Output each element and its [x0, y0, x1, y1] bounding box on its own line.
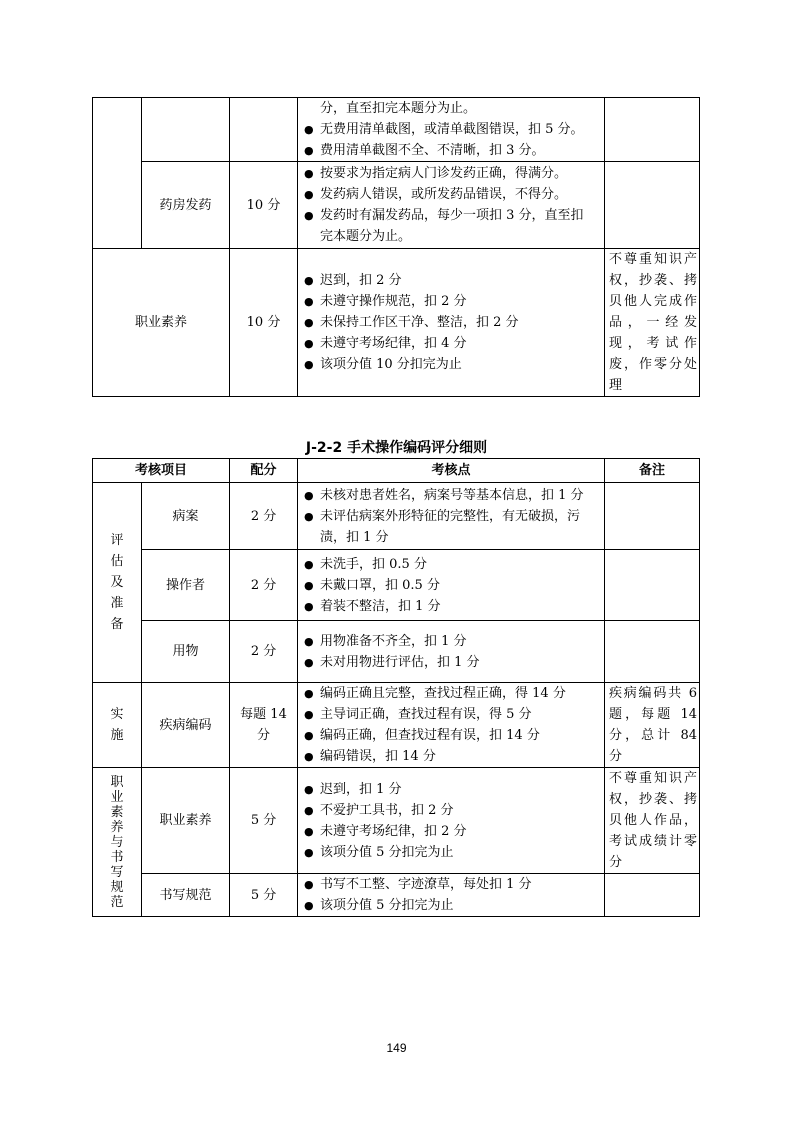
points-cell — [298, 162, 605, 249]
list-item: ● 书写不工整、字迹潦草，每处扣 1 分 — [302, 874, 601, 895]
item-cell — [142, 98, 230, 162]
list-item: ● 该项分值 5 分扣完为止 — [302, 895, 601, 916]
list-item: ● 迟到，扣 1 分 — [302, 779, 601, 800]
score-cell: 10 分 — [230, 249, 298, 397]
list-item: ● 编码正确且完整，查找过程正确，得 14 分 — [302, 683, 601, 704]
points-cell — [298, 621, 605, 683]
list-item: ● 未对用物进行评估，扣 1 分 — [302, 652, 601, 673]
list-item: ● 用物准备不齐全，扣 1 分 — [302, 631, 601, 652]
table-row — [93, 768, 700, 874]
list-item: ● 该项分值 10 分扣完为止 — [302, 354, 601, 375]
list-item: ● 未核对患者姓名，病案号等基本信息，扣 1 分 — [302, 485, 601, 506]
score-cell: 10 分 — [230, 162, 298, 249]
list-item: ● 未遵守考场纪律，扣 2 分 — [302, 821, 601, 842]
score-cell: 2 分 — [230, 483, 298, 550]
header-item: 考核项目 — [93, 459, 230, 483]
note-cell: 疾病编码共 6 题，每题 14 分，总计 84 分 — [605, 683, 700, 768]
score-cell: 2 分 — [230, 621, 298, 683]
table-row — [93, 162, 700, 249]
list-item: ● 未遵守考场纪律，扣 4 分 — [302, 333, 601, 354]
points-cell — [298, 98, 605, 162]
note-cell: 不尊重知识产权，抄袭、拷贝他人作品，考试成绩计零分 — [605, 768, 700, 874]
item-cell: 操作者 — [142, 550, 230, 621]
item-cell: 职业素养 — [142, 768, 230, 874]
score-cell — [230, 98, 298, 162]
list-item: ● 主导词正确，查找过程有误，得 5 分 — [302, 704, 601, 725]
item-cell: 用物 — [142, 621, 230, 683]
note-cell — [605, 483, 700, 550]
header-score: 配分 — [230, 459, 298, 483]
page-number: 149 — [386, 1041, 407, 1055]
list-item: ● 未戴口罩，扣 0.5 分 — [302, 575, 601, 596]
group-label-cell — [93, 98, 142, 249]
header-points: 考核点 — [298, 459, 605, 483]
group-label-implementation: 实 施 — [93, 683, 142, 768]
list-item: ● 未洗手，扣 0.5 分 — [302, 554, 601, 575]
list-item: ● 未保持工作区干净、整洁，扣 2 分 — [302, 312, 601, 333]
bullet-continuation: 完本题分为止。 — [320, 229, 412, 244]
list-item: ● 费用清单截图不全、不清晰，扣 3 分。 — [302, 140, 601, 161]
points-cell — [298, 768, 605, 874]
note-cell: 不尊重知识产权，抄袭、拷贝他人完成作品，一经发现，考试作废，作零分处理 — [605, 249, 700, 397]
header-note: 备注 — [605, 459, 700, 483]
group-label-professionalism: 职 业 素 养 与 书 写 规 范 — [93, 768, 142, 917]
list-item: ● 发药病人错误，或所发药品错误，不得分。 — [302, 184, 601, 205]
scoring-table-continued — [92, 97, 700, 397]
bullet-continuation: 渍，扣 1 分 — [320, 529, 389, 545]
table-row — [93, 874, 700, 917]
list-item: ● 该项分值 5 分扣完为止 — [302, 842, 601, 863]
item-cell: 药房发药 — [142, 162, 230, 249]
group-label-assessment: 评 估 及 准 备 — [93, 483, 142, 683]
table-row — [93, 550, 700, 621]
list-item: ● 无费用清单截图，或清单截图错误，扣 5 分。 — [302, 119, 601, 140]
table-row — [93, 683, 700, 768]
score-cell: 2 分 — [230, 550, 298, 621]
points-cell — [298, 874, 605, 917]
table-row — [93, 98, 700, 162]
score-cell: 5 分 — [230, 768, 298, 874]
score-cell: 5 分 — [230, 874, 298, 917]
note-cell — [605, 874, 700, 917]
list-item: ● 未评估病案外形特征的完整性，有无破损，污 — [302, 506, 601, 527]
table-title: J-2-2 手术操作编码评分细则 — [305, 440, 488, 456]
points-cell — [298, 550, 605, 621]
note-cell — [605, 621, 700, 683]
list-item: ● 不爱护工具书，扣 2 分 — [302, 800, 601, 821]
list-item: ● 迟到，扣 2 分 — [302, 270, 601, 291]
list-item: ● 编码错误，扣 14 分 — [302, 746, 601, 767]
note-cell — [605, 98, 700, 162]
list-item: ● 编码正确，但查找过程有误，扣 14 分 — [302, 725, 601, 746]
score-cell: 每题 14 分 — [230, 683, 298, 768]
list-item: ● 未遵守操作规范，扣 2 分 — [302, 291, 601, 312]
header-row — [93, 459, 700, 483]
table-row — [93, 249, 700, 397]
table-row — [93, 483, 700, 550]
list-item: ● 发药时有漏发药品，每少一项扣 3 分，直至扣 — [302, 205, 601, 226]
points-cell — [298, 249, 605, 397]
points-cell — [298, 683, 605, 768]
item-cell: 疾病编码 — [142, 683, 230, 768]
table-row — [93, 621, 700, 683]
surgery-coding-scoring-table — [92, 458, 700, 917]
item-cell: 病案 — [142, 483, 230, 550]
bullet-continuation: 分，直至扣完本题分为止。 — [320, 101, 477, 116]
item-cell: 职业素养 — [93, 249, 230, 397]
list-item: ● 着装不整洁，扣 1 分 — [302, 596, 601, 617]
note-cell — [605, 162, 700, 249]
points-cell — [298, 483, 605, 550]
list-item: ● 按要求为指定病人门诊发药正确，得满分。 — [302, 163, 601, 184]
note-cell — [605, 550, 700, 621]
item-cell: 书写规范 — [142, 874, 230, 917]
